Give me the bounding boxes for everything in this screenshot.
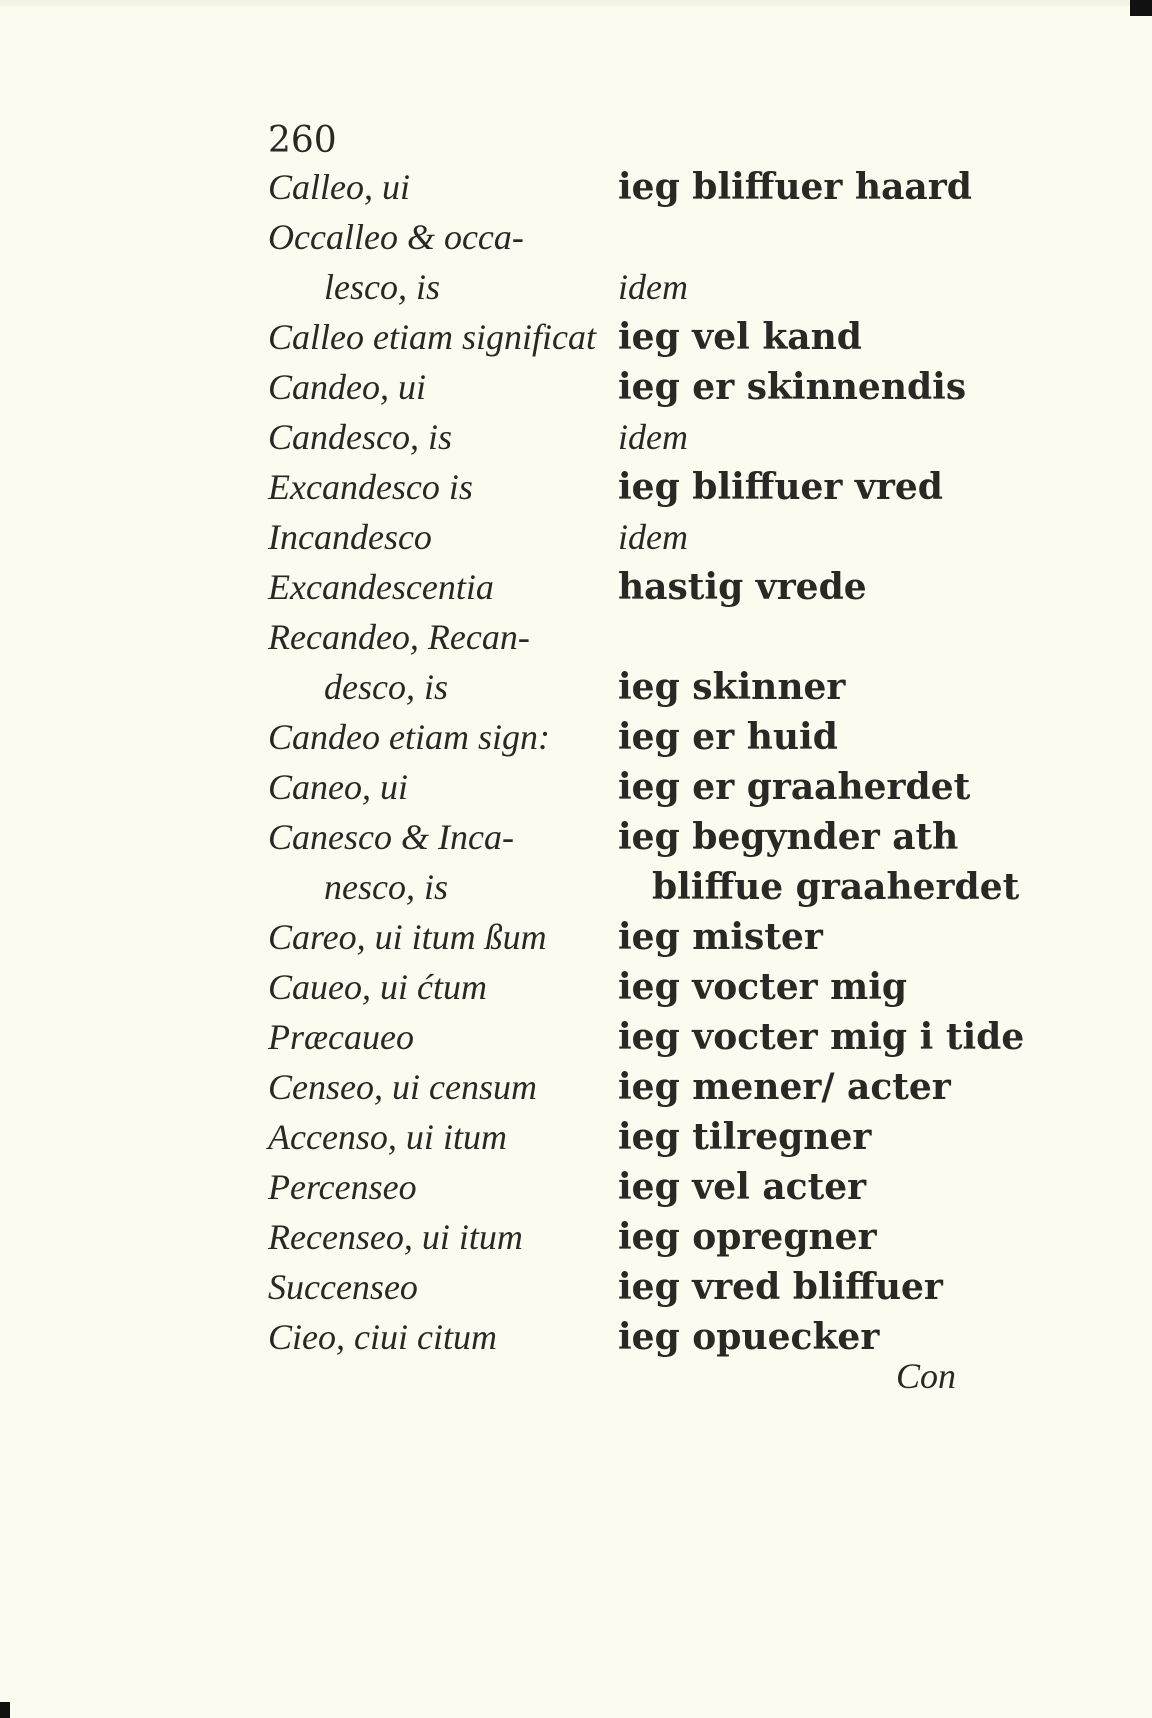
- danish-gloss: ieg bliffuer vred: [618, 466, 943, 508]
- latin-term: Occalleo & occa-: [268, 217, 524, 257]
- latin-term: Cieo, ciui citum: [268, 1317, 497, 1357]
- danish-gloss: ieg skinner: [618, 666, 846, 708]
- entry-row: [268, 1262, 1008, 1312]
- entry-row: [268, 1112, 1008, 1162]
- danish-gloss: ieg vel kand: [618, 316, 862, 358]
- page-edge: [0, 0, 1152, 6]
- danish-gloss: hastig vrede: [618, 566, 867, 608]
- latin-term: Calleo, ui: [268, 167, 410, 207]
- latin-term: nesco, is: [324, 867, 448, 907]
- scan-border-mark: [1130, 0, 1152, 16]
- danish-gloss: ieg opregner: [618, 1216, 877, 1258]
- danish-gloss: ieg opuecker: [618, 1316, 880, 1358]
- latin-term: Recandeo, Recan-: [268, 617, 530, 657]
- latin-term: Excandescentia: [268, 567, 494, 607]
- danish-gloss: ieg tilregner: [618, 1116, 872, 1158]
- entry-row: [268, 762, 1008, 812]
- latin-term: Censeo, ui censum: [268, 1067, 537, 1107]
- entry-row: [268, 862, 1020, 912]
- danish-gloss: bliffue graaherdet: [652, 866, 1020, 908]
- latin-term: Percenseo: [268, 1167, 417, 1207]
- latin-term: Canesco & Inca-: [268, 817, 514, 857]
- entry-row: [268, 712, 1008, 762]
- entry-row: [268, 1212, 1008, 1262]
- entry-row: [268, 312, 1008, 362]
- entry-row: [268, 962, 1008, 1012]
- page-number: 260: [268, 120, 337, 161]
- danish-gloss: ieg mener/ acter: [618, 1066, 951, 1108]
- latin-term: Calleo etiam significat: [268, 317, 596, 357]
- entry-row: [268, 462, 1008, 512]
- entry-row: [268, 212, 1008, 262]
- danish-gloss: idem: [618, 267, 688, 307]
- entry-row: [268, 1062, 1008, 1112]
- latin-term: Careo, ui itum ßum: [268, 917, 547, 957]
- latin-term: Incandesco: [268, 517, 432, 557]
- entry-row: [268, 562, 1008, 612]
- latin-term: Recenseo, ui itum: [268, 1217, 523, 1257]
- danish-gloss: ieg begynder ath: [618, 816, 959, 858]
- danish-gloss: idem: [618, 517, 688, 557]
- danish-gloss: ieg mister: [618, 916, 823, 958]
- entry-row: [268, 912, 1008, 962]
- danish-gloss: ieg er skinnendis: [618, 366, 967, 408]
- danish-gloss: ieg vocter mig: [618, 966, 908, 1008]
- danish-gloss: ieg vocter mig i tide: [618, 1016, 1025, 1058]
- latin-term: Candesco, is: [268, 417, 452, 457]
- latin-term: Succenseo: [268, 1267, 418, 1307]
- entry-row: [268, 612, 1008, 662]
- entry-row: [268, 812, 1008, 862]
- entry-row: [268, 512, 1008, 562]
- latin-term: Caueo, ui ćtum: [268, 967, 487, 1007]
- entry-row: [268, 662, 1008, 712]
- entry-row: [268, 262, 1008, 312]
- latin-term: Candeo etiam sign:: [268, 717, 550, 757]
- entry-row: [268, 162, 1008, 212]
- danish-gloss: ieg er graaherdet: [618, 766, 971, 808]
- latin-term: Excandesco is: [268, 467, 473, 507]
- latin-term: Accenso, ui itum: [268, 1117, 507, 1157]
- entry-row: [268, 1162, 1008, 1212]
- danish-gloss: ieg vred bliffuer: [618, 1266, 943, 1308]
- latin-term: Præcaueo: [268, 1017, 414, 1057]
- entry-row: [268, 1012, 1025, 1062]
- entry-row: [268, 362, 1008, 412]
- dictionary-entries: [268, 162, 1025, 1362]
- danish-gloss: ieg er huid: [618, 716, 838, 758]
- catchword: Con: [896, 1356, 957, 1396]
- scan-border-mark: [0, 1702, 10, 1718]
- latin-term: Candeo, ui: [268, 367, 426, 407]
- danish-gloss: ieg bliffuer haard: [618, 166, 972, 208]
- danish-gloss: ieg vel acter: [618, 1166, 867, 1208]
- danish-gloss: idem: [618, 417, 688, 457]
- latin-term: Caneo, ui: [268, 767, 408, 807]
- latin-term: lesco, is: [324, 267, 440, 307]
- latin-term: desco, is: [324, 667, 448, 707]
- entry-row: [268, 412, 1008, 462]
